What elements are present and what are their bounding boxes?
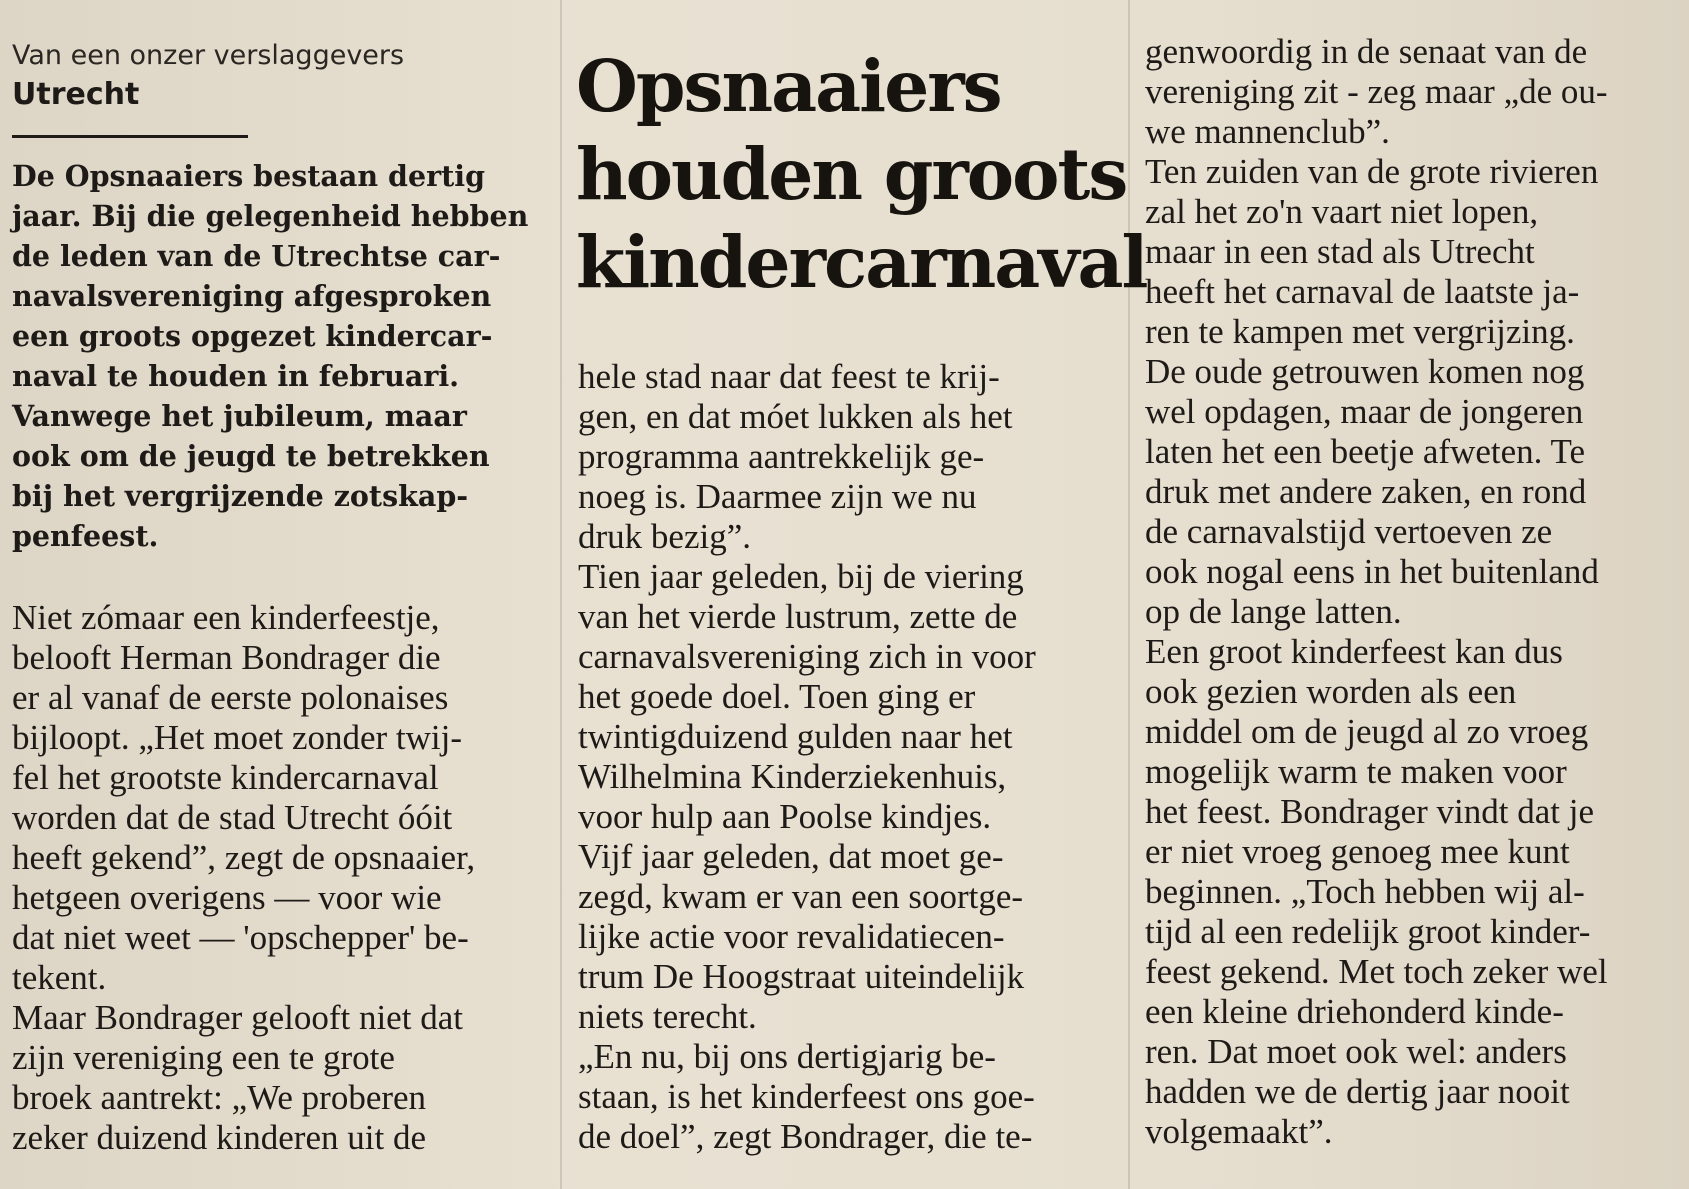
byline: Van een onzer verslaggevers bbox=[12, 40, 405, 71]
intro-paragraph: De Opsnaaiers bestaan dertig jaar. Bij die gelegenheid hebben de leden van de Utrechtse car- navalsvereniging afgesproken een groots opgezet kindercar- naval te houden in februari. Vanwege het jubileum, maar ook om de jeugd te betrekken bij het vergrijzende zotskap- penfeest. bbox=[12, 159, 529, 553]
headline: Opsnaaiers houden groots kindercarnaval bbox=[576, 44, 1147, 304]
article-column-2: hele stad naar dat feest te krij- gen, en dat móet lukken als het programma aantrekkelijk ge- noeg is. Daarmee zijn we nu druk bezig”. Tien jaar geleden, bij de viering van het vierde lustrum, zette de carnavalsvereniging zich in voor het goede doel. Toen ging er twintigduizend gulden naar het Wilhelmina Kinderziekenhuis, voor hulp aan Poolse kindjes. Vijf jaar geleden, dat moet ge- zegd, kwam er van een soortge- lijke actie voor revalidatiecen- trum De Hoogstraat uiteindelijk niets terecht. „En nu, bij ons dertigjarig be- staan, is het kinderfeest ons goe- de doel”, zegt Bondrager, die te- bbox=[578, 357, 1036, 1156]
dateline: Utrecht bbox=[12, 77, 140, 112]
byline-rule bbox=[12, 135, 248, 138]
article-column-1: Niet zómaar een kinderfeestje, belooft Herman Bondrager die er al vanaf de eerste polonaises bijloopt. „Het moet zonder twij- fel het grootste kindercarnaval worden dat de stad Utrecht óóit heeft gekend”, zegt de opsnaaier, hetgeen overigens — voor wie dat niet weet — 'opschepper' be- tekent. Maar Bondrager gelooft niet dat zijn vereniging een te grote broek aantrekt: „We proberen zeker duizend kinderen uit de bbox=[12, 598, 476, 1157]
column-gutter-left bbox=[560, 0, 562, 1189]
article-column-3: genwoordig in de senaat van de vereniging zit - zeg maar „de ou- we mannenclub”. Ten zuiden van de grote rivieren zal het zo'n vaart niet lopen, maar in een stad als Utrecht heeft het carnaval de laatste ja- ren te kampen met vergrijzing. De oude getrouwen komen nog wel opdagen, maar de jongeren laten het een beetje afweten. Te druk met andere zaken, en rond de carnavalstijd vertoeven ze ook nogal eens in het buitenland op de lange latten. Een groot kinderfeest kan dus ook gezien worden als een middel om de jeugd al zo vroeg mogelijk warm te maken voor het feest. Bondrager vindt dat je er niet vroeg genoeg mee kunt beginnen. „Toch hebben wij al- tijd al een redelijk groot kinder- feest gekend. Met toch zeker wel een kleine driehonderd kinde- ren. Dat moet ook wel: anders hadden we de dertig jaar nooit volgemaakt”. bbox=[1145, 32, 1608, 1151]
